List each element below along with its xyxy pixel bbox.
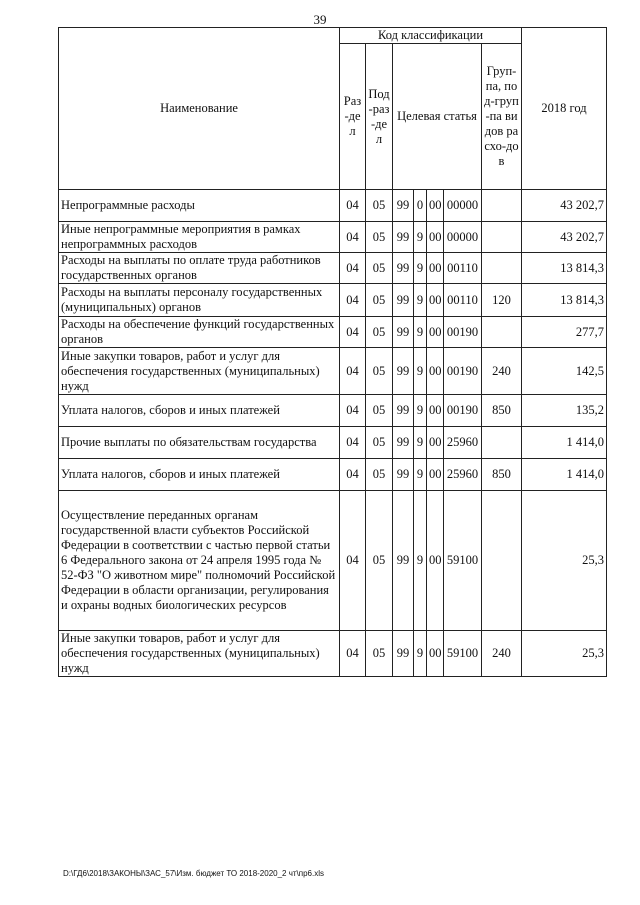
row-name: Расходы на выплаты персоналу государственных (муниципальных) органов [59, 284, 340, 317]
row-amount: 277,7 [522, 317, 607, 348]
row-expense-group: 850 [482, 395, 522, 427]
row-target-code-4: 00110 [444, 253, 482, 284]
header-expense-group: Груп-па, под-груп-па видов расхо-дов [482, 44, 522, 190]
row-amount: 43 202,7 [522, 222, 607, 253]
header-code-classification: Код классификации [340, 28, 522, 44]
row-razdel: 04 [340, 348, 366, 395]
row-razdel: 04 [340, 395, 366, 427]
row-expense-group [482, 317, 522, 348]
header-target-article: Целевая статья [393, 44, 482, 190]
table-row [59, 491, 607, 631]
row-target-code-3: 00 [427, 459, 444, 491]
table-row [59, 317, 607, 348]
row-amount: 1 414,0 [522, 459, 607, 491]
row-razdel: 04 [340, 222, 366, 253]
row-target-code-2: 9 [414, 222, 427, 253]
header-year: 2018 год [522, 28, 607, 190]
row-expense-group [482, 427, 522, 459]
row-target-code-2: 9 [414, 348, 427, 395]
row-amount: 1 414,0 [522, 427, 607, 459]
row-target-code-1: 99 [393, 284, 414, 317]
table-row [59, 253, 607, 284]
row-target-code-3: 00 [427, 317, 444, 348]
row-target-code-1: 99 [393, 317, 414, 348]
row-target-code-3: 00 [427, 284, 444, 317]
table-row [59, 631, 607, 677]
row-razdel: 04 [340, 427, 366, 459]
row-target-code-4: 00000 [444, 190, 482, 222]
row-target-code-3: 00 [427, 395, 444, 427]
row-target-code-1: 99 [393, 348, 414, 395]
row-amount: 142,5 [522, 348, 607, 395]
row-amount: 25,3 [522, 631, 607, 677]
row-amount: 13 814,3 [522, 253, 607, 284]
row-amount: 13 814,3 [522, 284, 607, 317]
table-row [59, 284, 607, 317]
row-name: Расходы на выплаты по оплате труда работников государственных органов [59, 253, 340, 284]
row-target-code-2: 9 [414, 284, 427, 317]
row-target-code-1: 99 [393, 631, 414, 677]
row-target-code-4: 25960 [444, 427, 482, 459]
row-amount: 43 202,7 [522, 190, 607, 222]
row-expense-group: 240 [482, 631, 522, 677]
row-target-code-1: 99 [393, 395, 414, 427]
table-row [59, 222, 607, 253]
row-target-code-3: 00 [427, 222, 444, 253]
row-amount: 25,3 [522, 491, 607, 631]
row-podrazdel: 05 [366, 253, 393, 284]
row-name: Иные закупки товаров, работ и услуг для обеспечения государственных (муниципальных) нужд [59, 348, 340, 395]
row-target-code-3: 00 [427, 190, 444, 222]
header-section: Раз-дел [340, 44, 366, 190]
row-target-code-2: 0 [414, 190, 427, 222]
row-razdel: 04 [340, 190, 366, 222]
row-target-code-4: 00190 [444, 395, 482, 427]
row-target-code-1: 99 [393, 222, 414, 253]
row-expense-group [482, 491, 522, 631]
row-razdel: 04 [340, 317, 366, 348]
row-razdel: 04 [340, 631, 366, 677]
row-target-code-4: 59100 [444, 631, 482, 677]
header-subsection: Под-раз-дел [366, 44, 393, 190]
row-target-code-3: 00 [427, 491, 444, 631]
table-row [59, 395, 607, 427]
row-name: Прочие выплаты по обязательствам государства [59, 427, 340, 459]
row-razdel: 04 [340, 253, 366, 284]
row-podrazdel: 05 [366, 631, 393, 677]
row-podrazdel: 05 [366, 427, 393, 459]
row-name: Иные непрограммные мероприятия в рамках непрограммных расходов [59, 222, 340, 253]
row-expense-group [482, 222, 522, 253]
row-podrazdel: 05 [366, 491, 393, 631]
row-expense-group: 240 [482, 348, 522, 395]
row-target-code-2: 9 [414, 253, 427, 284]
row-target-code-3: 00 [427, 631, 444, 677]
header-row-1 [59, 28, 607, 44]
row-expense-group [482, 253, 522, 284]
row-podrazdel: 05 [366, 459, 393, 491]
row-razdel: 04 [340, 284, 366, 317]
row-name: Уплата налогов, сборов и иных платежей [59, 395, 340, 427]
row-target-code-2: 9 [414, 459, 427, 491]
row-target-code-4: 59100 [444, 491, 482, 631]
row-target-code-4: 00110 [444, 284, 482, 317]
table-row [59, 348, 607, 395]
row-name: Непрограммные расходы [59, 190, 340, 222]
row-target-code-2: 9 [414, 631, 427, 677]
file-path-footer: D:\ГД6\2018\ЗАКОНЫ\ЗАС_57\Изм. бюджет ТО 2018-2020_2 чт\пр6.xls [63, 869, 325, 878]
row-target-code-1: 99 [393, 190, 414, 222]
row-target-code-2: 9 [414, 491, 427, 631]
row-target-code-1: 99 [393, 459, 414, 491]
row-name: Иные закупки товаров, работ и услуг для обеспечения государственных (муниципальных) нужд [59, 631, 340, 677]
row-target-code-4: 00190 [444, 348, 482, 395]
row-podrazdel: 05 [366, 222, 393, 253]
row-target-code-2: 9 [414, 395, 427, 427]
row-target-code-3: 00 [427, 348, 444, 395]
row-amount: 135,2 [522, 395, 607, 427]
row-target-code-4: 00000 [444, 222, 482, 253]
row-target-code-4: 00190 [444, 317, 482, 348]
table-row [59, 427, 607, 459]
row-podrazdel: 05 [366, 395, 393, 427]
row-podrazdel: 05 [366, 348, 393, 395]
row-target-code-3: 00 [427, 427, 444, 459]
row-razdel: 04 [340, 491, 366, 631]
row-expense-group [482, 190, 522, 222]
row-name: Расходы на обеспечение функций государственных органов [59, 317, 340, 348]
row-target-code-2: 9 [414, 317, 427, 348]
table-row [59, 459, 607, 491]
row-podrazdel: 05 [366, 190, 393, 222]
row-name: Осуществление переданных органам государственной власти субъектов Российской Федерации в соответствии с частью первой статьи 6 Федерального закона от 24 апреля 1995 года № 52-ФЗ "О животном мире" полномочий Российской Федерации в области организации, регулирования и охраны водных биологических ресурсов [59, 491, 340, 631]
budget-table [58, 27, 607, 677]
row-expense-group: 850 [482, 459, 522, 491]
row-podrazdel: 05 [366, 284, 393, 317]
row-razdel: 04 [340, 459, 366, 491]
row-target-code-3: 00 [427, 253, 444, 284]
table-row [59, 190, 607, 222]
row-expense-group: 120 [482, 284, 522, 317]
row-target-code-2: 9 [414, 427, 427, 459]
row-target-code-4: 25960 [444, 459, 482, 491]
page-number: 39 [313, 12, 327, 27]
row-podrazdel: 05 [366, 317, 393, 348]
row-target-code-1: 99 [393, 491, 414, 631]
row-name: Уплата налогов, сборов и иных платежей [59, 459, 340, 491]
row-target-code-1: 99 [393, 253, 414, 284]
row-target-code-1: 99 [393, 427, 414, 459]
header-name: Наименование [59, 28, 340, 190]
